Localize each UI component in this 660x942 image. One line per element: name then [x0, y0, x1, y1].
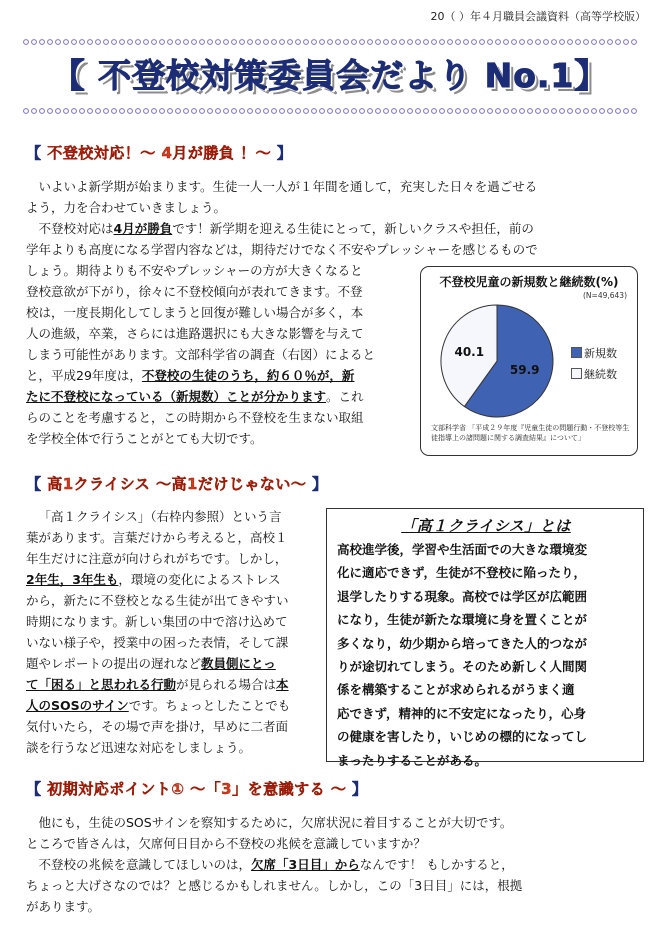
definition-line: の健康を害したり，いじめの標的になってし	[337, 729, 588, 745]
paragraph-line: 2年生，3年生も，環境の変化によるストレス	[26, 572, 281, 587]
chart-source: 文部科学省 「平成２９年度『児童生徒の問題行動・不登校等生徒指導上の諸問題に関する調査結果』について」	[431, 424, 630, 442]
highlight-statistic-cont: たに不登校になっている（新規数）ことが分かります	[26, 389, 327, 404]
paragraph-line: 時期になります。新しい集団の中で溶け込めて	[26, 614, 288, 629]
definition-body	[337, 538, 635, 772]
decorative-border-top	[22, 38, 638, 46]
pie-label-new: 59.9	[509, 362, 540, 377]
section1-body	[26, 260, 418, 449]
definition-line: になり，生徒が新たな環境に身を置くことが	[337, 612, 588, 628]
pie-chart	[425, 301, 570, 421]
bracket-close: 】	[276, 144, 293, 162]
heading-text: 不登校対応！～ 4月が勝負 ！～	[41, 144, 277, 162]
paragraph-line: しょう。期待よりも不安やプレッシャーの方が大きくなると	[26, 263, 363, 278]
chart-panel	[420, 266, 638, 456]
paragraph-line: ちょっと大げさなのでは？と感じるかもしれません。しかし，この「3日目」には，根拠	[26, 878, 523, 893]
paragraph-line: があります。	[26, 899, 101, 914]
highlight-sos: 人のSOSのサイン	[26, 698, 129, 713]
section-heading-2	[26, 473, 328, 494]
paragraph-line: たに不登校になっている（新規数）ことが分かります。これ	[26, 389, 364, 404]
paragraph-line: から，新たに不登校となる生徒が出てきやすい	[26, 593, 289, 608]
paragraph-line: 校は，一度長期化してしまうと回復が難しい場合が多く，本	[26, 305, 364, 320]
definition-line: 多くなり，幼少期から培ってきた人的つなが	[337, 635, 588, 651]
legend-swatch-continuing	[571, 368, 582, 379]
legend-label-continuing: 継続数	[584, 368, 617, 381]
definition-line: 係を構築することが求められるがうまく適	[337, 682, 575, 698]
paragraph-line: を学校全体で行うことがとても大切です。	[26, 431, 263, 446]
highlight-april: 4月が勝負	[113, 221, 173, 236]
paragraph-line: 登校意欲が下がり，徐々に不登校傾向が表れてきます。不登	[26, 284, 363, 299]
legend-item-new	[571, 345, 617, 361]
legend-swatch-new	[571, 347, 582, 358]
paragraph-line: 他にも，生徒のSOSサインを察知するために，欠席状況に着目することが大切です。	[38, 815, 513, 830]
paragraph-line: 「高１クライシス」（右枠内参照）という言	[38, 509, 282, 524]
paragraph-line: よう，力を合わせていきましょう。	[26, 200, 227, 215]
chart-title: 不登校児童の新規数と継続数(%)	[439, 275, 619, 289]
paragraph-line: て「困る」と思われる行動が見られる場合は本	[26, 677, 289, 692]
highlight-grades: 2年生，3年生も	[26, 572, 119, 587]
highlight-teacher: 教員側にとっ	[201, 656, 276, 671]
paragraph-line: らのことを考慮すると，この時期から不登校を生まない取組	[26, 410, 364, 425]
page-title: 【 不登校対策委員会だより No.1】	[51, 56, 609, 95]
decorative-border-bottom	[22, 107, 638, 115]
highlight-statistic: 不登校の生徒のうち，約６０％が，新	[141, 368, 355, 383]
highlight-third-day: 欠席「3日目」から	[251, 857, 360, 872]
definition-line: 退学したりする現象。高校では学区が広範囲	[337, 588, 588, 604]
bracket-open: 【	[26, 780, 42, 798]
heading-text: 初期対応ポイント① ～「3」を意識する ～	[41, 780, 353, 798]
paragraph-line: と，平成29年度は，不登校の生徒のうち，約６０％が，新	[26, 368, 355, 383]
heading-text: 高1クライシス ～高1だけじゃない～	[41, 475, 313, 493]
definition-line: 応できず，精神的に不安定になったり，心身	[337, 705, 587, 721]
section2-body	[26, 506, 326, 758]
paragraph-line: いよいよ新学期が始まります。生徒一人一人が１年間を通して，充実した日々を過ごせる	[38, 179, 538, 194]
highlight-behavior: て「困る」と思われる行動	[26, 677, 177, 692]
legend-label-new: 新規数	[584, 347, 617, 360]
definition-line: 高校進学後，学習や生活面での大きな環境変	[337, 542, 588, 557]
definition-title: 「高１クライシス」とは	[401, 517, 571, 535]
paragraph-line: 学年よりも高度になる学習内容などは，期待だけでなく不安やプレッシャーを感じるもので	[26, 242, 538, 257]
section-heading-3	[26, 778, 368, 799]
chart-sample-size: (N=49,643)	[583, 291, 627, 300]
legend-item-continuing	[571, 366, 617, 382]
paragraph-line: 題やレポートの提出の遅れなど教員側にとっ	[26, 656, 276, 671]
definition-box	[326, 508, 644, 768]
paragraph-line: 気付いたら，その場で声を掛け，早めに二者面	[26, 719, 289, 734]
paragraph-line: 人の進級，卒業，さらには進路選択にも大きな影響を与えて	[26, 326, 364, 341]
bracket-close: 】	[352, 780, 368, 798]
paragraph-line: 人のSOSのサインです。ちょっとしたことでも	[26, 698, 291, 713]
paragraph-line: 談を行うなど迅速な対応をしましょう。	[26, 740, 252, 755]
bracket-close: 】	[312, 475, 328, 493]
paragraph-line: 不登校対応は4月が勝負です！新学期を迎える生徒にとって，新しいクラスや担任，前の	[38, 221, 534, 236]
paragraph-line: 葉があります。言葉だけから考えると，高校１	[26, 530, 288, 545]
section1-intro	[26, 176, 646, 260]
definition-line: りが途切れてしまう。そのため新しく人間関	[337, 659, 588, 675]
section-heading-1	[26, 142, 292, 163]
definition-line: 化に適応できず，生徒が不登校に陥ったり，	[337, 565, 587, 581]
paragraph-line: しまう可能性があります。文部科学省の調査（右図）によると	[26, 347, 376, 362]
section3-body	[26, 812, 646, 917]
header-note: 20（ ）年４月職員会議資料（高等学校版）	[430, 10, 646, 23]
paragraph-line: いない様子や，授業中の困った表情，そして課	[26, 635, 289, 650]
bracket-open: 【	[26, 144, 42, 162]
paragraph-line: 年生だけに注意が向けられがちです。しかし，	[26, 551, 288, 566]
pie-label-continuing: 40.1	[454, 345, 485, 360]
bracket-open: 【	[26, 475, 42, 493]
definition-line: まったりすることがある。	[337, 752, 488, 768]
paragraph-line: 不登校の兆候を意識してほしいのは，欠席「3日目」からなんです！ もしかすると，	[38, 857, 514, 872]
paragraph-line: ところで皆さんは，欠席何日目から不登校の兆候を意識していますか？	[26, 836, 426, 851]
